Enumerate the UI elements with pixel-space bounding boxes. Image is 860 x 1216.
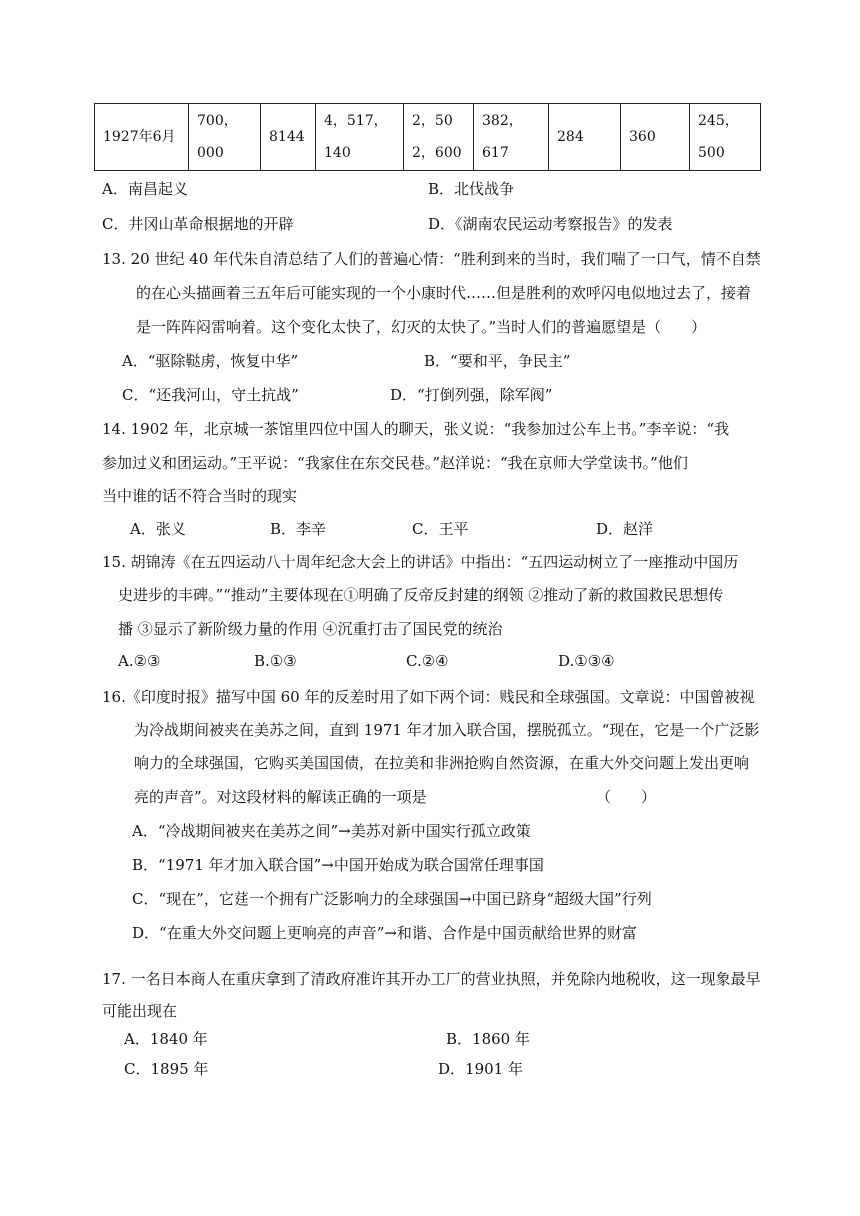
q15-stem-line2: 史进步的丰碑。”“推动”主要体现在①明确了反帝反封建的纲领 ②推动了新的救国救民思想传	[118, 586, 724, 604]
table-cell: 700，000	[189, 104, 261, 171]
q17-option-d: D．1901 年	[438, 1060, 523, 1078]
q17-stem-line1: 17. 一名日本商人在重庆拿到了清政府准许其开办工厂的营业执照，并免除内地税收，这一现象最早	[102, 970, 761, 988]
q13-option-b: B．“要和平，争民主”	[424, 352, 571, 370]
q12-option-c: C．井冈山革命根据地的开辟	[102, 215, 294, 233]
table-cell: 2，502，600	[404, 104, 474, 171]
q13-option-c: C．“还我河山，守土抗战”	[122, 386, 299, 404]
q15-stem-line1: 15. 胡锦涛《在五四运动八十周年纪念大会上的讲话》中指出：“五四运动树立了一座推动中国历	[102, 553, 739, 571]
q12-option-b: B．北伐战争	[428, 180, 515, 198]
table-cell: 284	[549, 104, 621, 171]
q16-stem-line1: 16.《印度时报》描写中国 60 年的反差时用了如下两个词：贱民和全球强国。文章说：中国曾被视	[102, 688, 755, 706]
q16-option-a: A．“冷战期间被夹在美苏之间”→美苏对新中国实行孤立政策	[132, 822, 531, 840]
q15-option-a: A.②③	[118, 652, 161, 670]
q14-stem-line3: 当中谁的话不符合当时的现实	[102, 487, 298, 505]
q13-stem-line1: 13. 20 世纪 40 年代朱自清总结了人们的普遍心情：“胜利到来的当时，我们喘了一口气，情不自禁	[102, 250, 761, 268]
table-cell: 360	[621, 104, 690, 171]
q17-option-b: B．1860 年	[446, 1030, 530, 1048]
q15-option-c: C.②④	[406, 652, 449, 670]
table-cell: 382，617	[474, 104, 549, 171]
q16-option-b: B．“1971 年才加入联合国”→中国开始成为联合国常任理事国	[132, 856, 544, 874]
q17-stem-line2: 可能出现在	[102, 1002, 178, 1020]
q16-stem-line4: 亮的声音”。对这段材料的解读正确的一项是	[134, 788, 427, 806]
q16-stem-line2: 为冷战期间被夹在美苏之间，直到 1971 年才加入联合国，摆脱孤立。“现在，它是一个广泛影	[134, 721, 760, 739]
answer-parentheses: （ ）	[596, 788, 657, 806]
q12-option-a: A．南昌起义	[102, 180, 188, 198]
q14-stem-line1: 14. 1902 年，北京城一茶馆里四位中国人的聊天，张义说：“我参加过公车上书。”李辛说：“我	[102, 420, 730, 438]
q16-option-d: D．“在重大外交问题上更响亮的声音”→和谐、合作是中国贡献给世界的财富	[132, 924, 637, 942]
q15-option-b: B.①③	[254, 652, 297, 670]
table-cell: 4，517，140	[316, 104, 404, 171]
statistics-table	[94, 103, 761, 171]
q17-option-c: C．1895 年	[124, 1060, 209, 1078]
q14-option-a: A．张义	[130, 520, 186, 538]
q15-stem-line3: 播 ③显示了新阶级力量的作用 ④沉重打击了国民党的统治	[118, 620, 503, 638]
table-cell: 1927年6月	[95, 104, 189, 171]
table-cell: 8144	[261, 104, 316, 171]
q12-option-d: D．《湖南农民运动考察报告》的发表	[428, 215, 673, 233]
q13-option-d: D．“打倒列强，除军阀”	[390, 386, 553, 404]
table-row	[95, 104, 761, 171]
q14-option-d: D．赵洋	[596, 520, 654, 538]
q14-option-c: C．王平	[412, 520, 469, 538]
q13-stem-line3: 是一阵阵闷雷响着。这个变化太快了，幻灭的太快了。”当时人们的普遍愿望是（ ）	[136, 318, 707, 336]
q16-option-c: C．“现在”，它莛一个拥有广泛影响力的全球强国→中国已跻身“超级大国”行列	[132, 890, 652, 908]
q17-option-a: A．1840 年	[124, 1030, 208, 1048]
q15-option-d: D.①③④	[558, 652, 615, 670]
q13-option-a: A．“驱除鞑虏，恢复中华”	[122, 352, 299, 370]
q14-option-b: B．李辛	[270, 520, 327, 538]
q14-stem-line2: 参加过义和团运动。”王平说：“我家住在东交民巷。”赵洋说：“我在京师大学堂读书。”他们	[102, 454, 688, 472]
table-cell: 245，500	[690, 104, 761, 171]
q16-stem-line3: 响力的全球强国，它购买美国国债，在拉美和非洲抢购自然资源，在重大外交问题上发出更响	[134, 754, 750, 772]
q13-stem-line2: 的在心头描画着三五年后可能实现的一个小康时代……但是胜利的欢呼闪电似地过去了，接着	[136, 284, 752, 302]
